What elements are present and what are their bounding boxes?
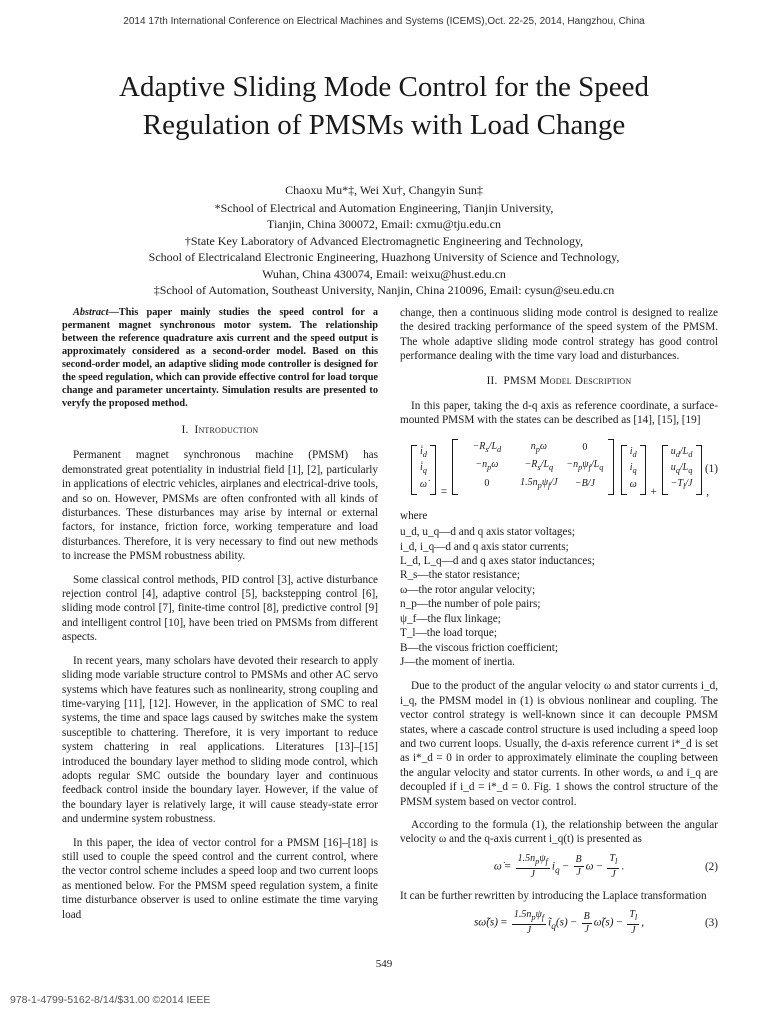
variable-definition: L_d, L_q—d and q axes stator inductances; [400, 555, 595, 568]
paragraph: It can be further rewritten by introducing the Laplace transformation [400, 889, 707, 902]
section-number: I. [181, 424, 189, 436]
system-matrix: $-R_s/L_d$ $n_p\omega$ 0 $-n_p\omega$ $-R_s/L_q$ $-n_p\psi_f/L_q$ 0 $1.5n_p\psi_f/J$ −B/J [452, 439, 614, 495]
affiliation-line: †State Key Laboratory of Advanced Electromagnetic Engineering and Technology, [184, 233, 584, 248]
title-line: Adaptive Sliding Mode Control for the Speed [119, 71, 649, 103]
equation-body: ω̇ = $\frac{1.5n_p\psi_f}{J}$ $i_q$ − $\frac{B}{J}$ ω − $\frac{T_l}{J}$ . [493, 852, 625, 880]
paragraph: Permanent magnet synchronous machine (PMSM) has demonstrated great potentiality in industrial field [1], [2], particularly in applications of electric vehicles, airplanes and electrical-drive tools, and so on. However, PMSMs are often confronted with all kinds of disturbances. These disturbances may arise by internal or external factors, for instance, friction force, working temperature and load disturbances. Therefore, it is very necessary to find out new methods to increase the PMSM robustness ability. [62, 449, 378, 563]
section-title: Introduction [194, 424, 259, 436]
author-names: Chaoxu Mu*‡, Wei Xu†, Changyin Sun‡ [285, 183, 483, 197]
abstract-heading: Abstract [73, 307, 109, 318]
conference-header: 2014 17th International Conference on Electrical Machines and Systems (ICEMS),Oct. 22-25, 2014, Hangzhou, China [123, 16, 645, 27]
variable-definition: T_l—the load torque; [400, 627, 497, 640]
variable-definition: R_s—the stator resistance; [400, 569, 520, 582]
copyright-footer: 978-1-4799-5162-8/14/$31.00 ©2014 IEEE [10, 994, 211, 1006]
affiliation-line: ‡School of Automation, Southeast University, Nanjin, China 210096, Email: cysun@seu.edu.cn [153, 283, 615, 297]
variable-definition: n_p—the number of pole pairs; [400, 598, 541, 611]
variable-definition: i_d, i_q—d and q axis stator currents; [400, 540, 569, 553]
variable-definition: J—the moment of inertia. [400, 655, 515, 668]
paragraph: Some classical control methods, PID control [3], active disturbance rejection control [4], adaptive control [5], backstepping control [6], sliding mode control [7], finite-time control [8], predictive control [9] and intelligent control [10], have been tried on PMSMs from different aspects. [62, 573, 378, 644]
section-heading-introduction [62, 423, 378, 437]
equation-3 [400, 909, 718, 937]
equation-1 [400, 437, 718, 501]
paper-title [40, 68, 728, 144]
affiliation-line: School of Electricaland Electronic Engineering, Huazhong University of Science and Technology, [148, 250, 620, 264]
page-number: 549 [375, 958, 393, 970]
equation-body: sω̃(s) = $\frac{1.5n_p\psi_f}{J}$ $ĩ_q(s)$ − $\frac{B}{J}$ ω̃(s) − $\frac{T_l}{J}$ , [473, 909, 645, 937]
equation-number: (2) [704, 860, 718, 873]
paragraph: In this paper, taking the d-q axis as reference coordinate, a surface-mounted PMSM with the states can be described as [14], [15], [19] [400, 400, 718, 427]
section-title: PMSM Model Description [503, 374, 632, 387]
affiliation-line: Wuhan, China 430074, Email: weixu@hust.edu.cn [262, 266, 506, 281]
paragraph: In this paper, the idea of vector control for a PMSM [16]–[18] is still used to couple the speed control and the current control, where the vector control scheme includes a speed loop and two current loops as mentioned below. For the PMSM speed regulation system, a finite time disturbance observer is used to online estimate the time varying load [62, 836, 378, 921]
input-vector: $u_d/L_d$ $u_q/L_q$ $-T_l/J$ [662, 445, 702, 495]
title-line: Regulation of PMSMs with Load Change [142, 109, 626, 141]
paragraph: Due to the product of the angular velocity ω and stator currents i_d, i_q, the PMSM model in (1) is obvious nonlinear and coupling. The vector control strategy is well-known since it can decouple PMSM states, where a cascade control structure is used including a speed loop and two current loops. Usually, the d-axis reference current i*_d is set as i*_d = 0 in order to approximately eliminate the coupling between the angular velocity and stator currents. In other words, ω and i_q are decoupled if i_d = i*_d = 0. Fig. 1 shows the control structure of the PMSM system based on vector control. [400, 680, 718, 808]
abstract [62, 306, 378, 410]
section-heading-pmsm-model [400, 374, 718, 388]
left-column [62, 306, 378, 931]
variable-definition: ω—the rotor angular velocity; [400, 583, 536, 596]
section-number: II. [486, 374, 498, 387]
where-label: where [400, 509, 428, 522]
right-column [400, 306, 718, 945]
variable-definition: B—the viscous friction coefficient; [400, 641, 558, 654]
equation-body: $i̇_d$ $i̇_q$ ω̇ = $-R_s/L_d$ $n_p\omega$ 0 $-n_p\omega$ $-R_s/L_q$ $-n_p\psi_f/L_q$ 0 $1.5n_p\psi_f/J$ −B/J $i_d$ $i_q$ ω + $u_d/L_d$ $u_q/L_q$ $-T_l/J$ , [409, 439, 709, 499]
state-derivative-vector: $i̇_d$ $i̇_q$ ω̇ [411, 445, 436, 495]
equation-number: (1) [704, 462, 718, 475]
paragraph: change, then a continuous sliding mode control is designed to realize the desired tracking performance of the speed system of the PMSM. The whole adaptive sliding mode control strategy has good control performance dealing with the time vary load and disturbances. [400, 307, 718, 363]
state-vector: $i_d$ $i_q$ ω [621, 445, 646, 495]
equation-number: (3) [704, 916, 718, 929]
paragraph: In recent years, many scholars have devoted their research to apply sliding mode variable structure control to PMSMs and other AC servo systems which have features such as nonlinearity, strong coupling and time-varying [11], [12]. However, in the application of SMC to real systems, the time and space lags caused by switches make the system susceptible to chattering. Therefore, it is very important to reduce system chattering in real applications. Literatures [13]–[15] introduced the boundary layer method to sliding mode control, which adopts regular SMC outside the boundary layer and continuous feedback control inside the boundary layer. However, if the value of the boundary layer is relatively large, it will cause steady-state error and undermine system robustness. [62, 654, 378, 826]
affiliation-line: *School of Electrical and Automation Engineering, Tianjin University, [214, 200, 554, 215]
affiliation-line: Tianjin, China 300072, Email: cxmu@tju.edu.cn [267, 217, 501, 231]
abstract-text: —This paper mainly studies the speed control for a permanent magnet synchronous motor system. The relationship between the reference quadrature axis current and the speed output is approximately considered as a second-order model. Based on this second-order model, an adaptive sliding mode controller is designed for the speed regulation, which can provide effective control for load torque change and parameter uncertainty. Simulation results are presented to veryfy the proposed method. [62, 307, 378, 409]
variable-definition: ψ_f—the flux linkage; [400, 612, 501, 625]
paragraph: According to the formula (1), the relationship between the angular velocity ω and the q-axis current i_q(t) is presented as [400, 818, 718, 846]
variable-definition: u_d, u_q—d and q axis stator voltages; [400, 526, 575, 539]
equation-2 [400, 853, 718, 881]
variable-list [400, 525, 718, 669]
author-block [40, 182, 728, 299]
